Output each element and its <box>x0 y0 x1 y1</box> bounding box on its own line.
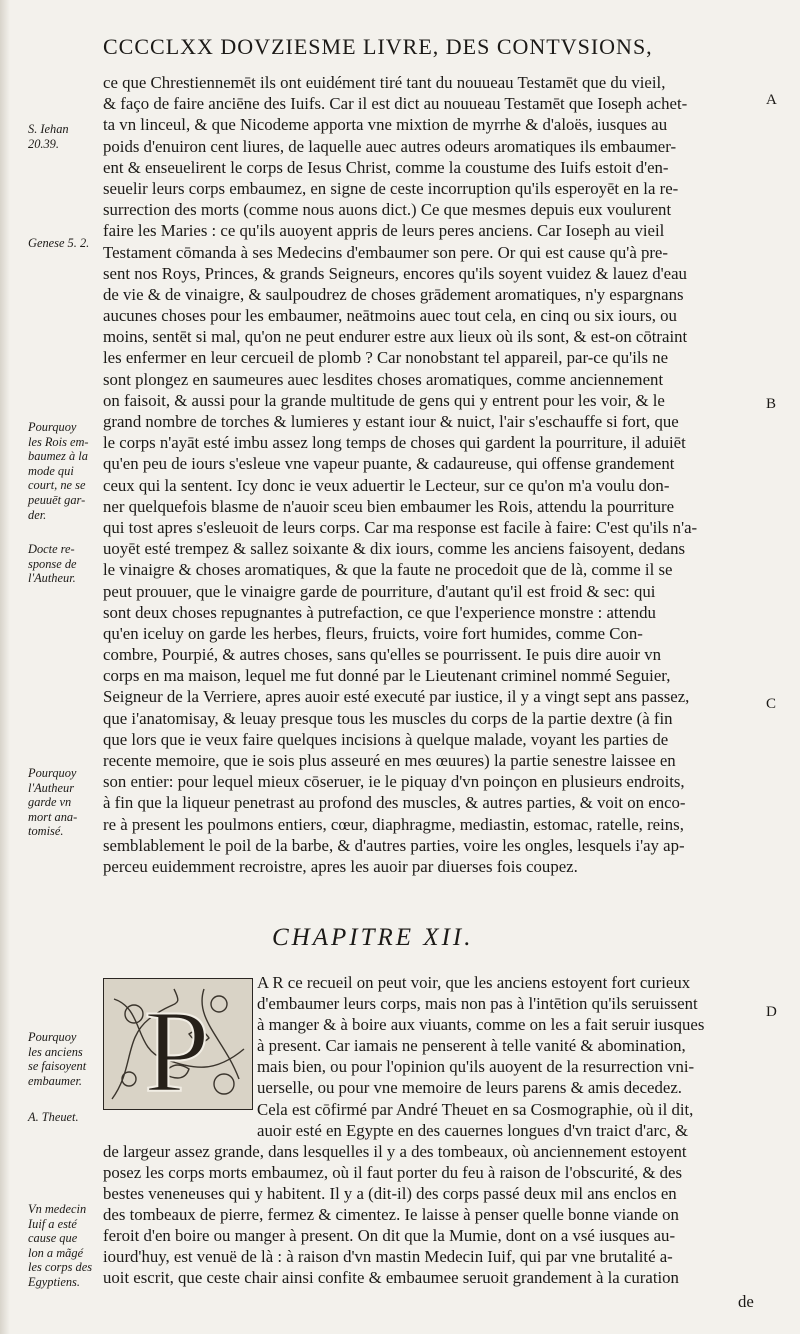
text-line: aucunes choses pour les embaumer, neātmoins auec tout cela, en cinq ou six iours, ou <box>103 306 677 326</box>
margin-note-line: l'Autheur <box>28 780 75 795</box>
margin-note <box>28 236 100 251</box>
margin-note-line: A. Theuet. <box>28 1110 79 1124</box>
text-line: ner quelquefois blasme de n'auoir sceu bien embaumer les Rois, attendu la pourriture <box>103 496 675 516</box>
margin-note-line: Egyptiens. <box>28 1274 80 1289</box>
margin-note-line: 20.39. <box>28 136 59 151</box>
text-line: re à present les poulmons entiers, cœur, diaphragme, mediastin, estomac, ratelle, reins, <box>103 814 684 834</box>
margin-note-line: l'Autheur. <box>28 571 76 586</box>
text-line: semblablement le poil de la barbe, & d'autres parties, voire les ongles, lesquels i'ay ap- <box>103 835 685 855</box>
text-line: faire les Maries : ce qu'ils auoyent appris de leurs peres anciens. Car Ioseph au vieil <box>103 221 665 241</box>
text-line: on faisoit, & aussi pour la grande multitude de gens qui y entrent pour les voir, & le <box>103 390 665 410</box>
margin-note-line: Docte re- <box>28 542 75 556</box>
text-line: ce que Chrestiennemēt ils ont euidément tiré tant du nouueau Testamēt que du vieil, <box>103 73 666 92</box>
section-letter: A <box>766 92 777 108</box>
margin-note <box>28 420 100 522</box>
text-line: sent nos Roys, Princes, & grands Seigneurs, encores qu'ils soyent vuidez & lauez d'eau <box>103 263 687 283</box>
text-line: que lors que ie veux faire quelques incisions à quelque malade, voyant les parties de <box>103 729 669 749</box>
margin-note-line: der. <box>28 507 47 522</box>
body-text <box>103 72 765 877</box>
margin-note-line: S. Iehan <box>28 122 69 136</box>
text-line: à present. Car iamais ne penserent à telle vanité & abomination, <box>257 1036 686 1056</box>
margin-note-line: les Rois em- <box>28 434 89 449</box>
text-line: le corps n'ayāt esté imbu assez long temps de choses qui gardent la pourriture, il aduiēt <box>103 433 686 453</box>
text-line: des tombeaux de pierre, fermez & cimentez. Ie laisse à penser quelle bonne viande on <box>103 1205 679 1225</box>
text-line: corps en ma maison, lequel me fut donné par le Lieutenant criminel nommé Seguier, <box>103 666 671 686</box>
margin-note <box>28 542 100 586</box>
margin-note-line: garde vn <box>28 795 72 810</box>
text-line: que i'anatomisay, & leuay presque tous les muscles du corps de la partie dextre (à fin <box>103 708 673 728</box>
margin-note-line: Genese 5. 2. <box>28 236 90 250</box>
text-line: feroit d'en boire ou manger à present. On dit que la Mumie, dont on a vsé iusques au- <box>103 1226 676 1246</box>
margin-note-line: Pourquoy <box>28 1030 77 1044</box>
margin-note-line: Iuif a esté <box>28 1216 77 1231</box>
text-line: qu'en peu de iours s'esleue vne vapeur puante, & cadaureuse, qui offense grandement <box>103 454 675 474</box>
text-line: qui tost apres s'esleuoit de leurs corps. Car ma response est facile à faire: C'est qu'ils n'a- <box>103 517 698 537</box>
margin-note-line: se faisoyent <box>28 1059 87 1074</box>
margin-note <box>28 1110 100 1125</box>
chapter-title: CHAPITRE XII. <box>272 924 474 951</box>
margin-note-line: mort ana- <box>28 809 78 824</box>
margin-note-line: les anciens <box>28 1044 83 1059</box>
section-letter: D <box>766 1004 777 1020</box>
text-line: bestes veneneuses qui y habitent. Il y a (dit-il) des corps passé deux mil ans enclos en <box>103 1183 677 1203</box>
text-line: iourd'huy, est venuë de là : à raison d'vn mastin Medecin Iuif, qui par vne brutalité a- <box>103 1247 673 1267</box>
catchword: de <box>738 1292 754 1311</box>
margin-note-line: les corps des <box>28 1260 93 1275</box>
text-line: sont plongez en saumeures auec lesdites choses aromatiques, comme anciennement <box>103 369 664 389</box>
margin-note <box>28 1030 100 1088</box>
text-line: A R ce recueil on peut voir, que les anciens estoyent fort curieux <box>257 973 691 992</box>
text-line: ent & enseuelirent le corps de Iesus Christ, comme la coustume des Iuifs estoit d'en- <box>103 157 669 177</box>
text-line: seuelir leurs corps embaumez, en signe de ceste incorruption qu'ils esperoyēt en la re- <box>103 178 679 198</box>
text-line: perceu euidemment recroistre, apres les auoir par diuerses fois coupez. <box>103 856 578 876</box>
text-line: Testament cōmanda à ses Medecins d'embaumer son pere. Or qui est cause qu'à pre- <box>103 242 668 262</box>
running-head: CCCCLXX DOVZIESME LIVRE, DES CONTVSIONS, <box>103 34 653 59</box>
margin-note <box>28 122 100 151</box>
text-line: de largeur assez grande, dans lesquelles il y a des tombeaux, où anciennement estoyent <box>103 1141 687 1161</box>
text-line: uoit escrit, que ceste chair ainsi confite & embaumee seruoit grandement à la curation <box>103 1268 679 1288</box>
dropcap-letter: P <box>144 986 210 1109</box>
text-line: mais bien, ou pour l'opinion qu'ils auoyent de la resurrection vni- <box>257 1057 695 1077</box>
text-line: poids d'enuiron cent liures, de laquelle auec autres odeurs aromatiques ils embaumer- <box>103 136 677 156</box>
margin-note-line: cause que <box>28 1231 78 1246</box>
margin-note-line: Vn medecin <box>28 1202 87 1216</box>
text-line: uerselle, ou pour vne memoire de leurs parens & amis decedez. <box>257 1078 682 1098</box>
margin-note-line: court, ne se <box>28 478 86 493</box>
text-line: à fin que la liqueur penetrast au profond des muscles, & autres parties, & voit on enco- <box>103 793 686 813</box>
margin-note <box>28 1202 100 1290</box>
text-line: le vinaigre & choses aromatiques, & que la faute ne procedoit que de là, comme il se <box>103 560 673 580</box>
text-line: qu'en iceluy on garde les herbes, fleurs, fruicts, voire fort humides, comme Con- <box>103 623 643 643</box>
chapter-text <box>103 972 765 1288</box>
page-edge <box>0 0 10 1334</box>
margin-note-line: Pourquoy <box>28 766 77 780</box>
section-letter: C <box>766 696 777 712</box>
text-line: Seigneur de la Verriere, apres auoir esté executé par iustice, il y a vingt sept ans passez, <box>103 687 690 707</box>
text-line: à manger & à boire aux viuants, comme on les a fait seruir iusques <box>257 1015 705 1035</box>
text-line: uoyēt esté trempez & sallez soixante & dix iours, comme les anciens faisoyent, dedans <box>103 539 686 559</box>
text-line: ceux qui la sentent. Icy donc ie veux aduertir le Lecteur, sur ce qu'on m'a voulu don- <box>103 475 670 495</box>
text-line: d'embaumer leurs corps, mais non pas à l'intētion qu'ils seruissent <box>257 994 698 1014</box>
text-line: les enfermer en leur cercueil de plomb ? Car nonobstant tel appareil, par-ce qu'ils ne <box>103 348 669 368</box>
text-line: ta vn linceul, & que Nicodeme apporta vne mixtion de myrrhe & d'aloës, iusques au <box>103 115 668 135</box>
text-line: auoir esté en Egypte en des cauernes longues d'vn traict d'arc, & <box>257 1120 689 1140</box>
margin-note-line: baumez à la <box>28 449 88 464</box>
section-letter: B <box>766 396 777 412</box>
text-line: Cela est cōfirmé par André Theuet en sa Cosmographie, où il dit, <box>257 1099 694 1119</box>
text-line: recente memoire, que ie sois plus asseuré en mes œuures) la partie senestre laissee en <box>103 751 676 770</box>
margin-note-line: embaumer. <box>28 1073 83 1088</box>
text-line: combre, Pourpié, & autres choses, sans qu'elles se pourrissent. Ie puis dire auoir vn <box>103 645 662 665</box>
text-line: peut prouuer, que le vinaigre garde de pourriture, d'autant qu'il est froid & sec: qui <box>103 581 656 601</box>
text-line: moins, sentēt si mal, qu'on ne peut endurer estre aux lieux où ils sont, & est-on cōtraint <box>103 327 688 347</box>
text-line: surrection des morts (comme nous auons dict.) Ce que mesmes depuis eux voulurent <box>103 200 672 220</box>
margin-note-line: sponse de <box>28 556 77 571</box>
text-line: grand nombre de torches & lumieres y estant iour & nuict, l'air s'eschauffe si fort, que <box>103 412 679 431</box>
margin-note-line: tomisé. <box>28 824 64 839</box>
text-line: sont deux choses repugnantes à putrefaction, ce que l'experience monstre : attendu <box>103 602 656 622</box>
margin-note-line: Pourquoy <box>28 420 77 434</box>
text-line: posez les corps morts embaumez, où il faut porter du feu à raison de l'obscurité, & des <box>103 1162 683 1182</box>
text-line: de vie & de vinaigre, & saulpoudrez de choses grādement aromatiques, n'y espargnans <box>103 284 684 304</box>
text-line: & faço de faire anciēne des Iuifs. Car il est dict au nouueau Testamēt que Ioseph achet- <box>103 94 688 114</box>
margin-note <box>28 766 100 839</box>
text-line: son entier: pour lequel mieux cōseruer, ie le piquay d'vn poinçon en plusieurs endroits, <box>103 772 685 792</box>
margin-note-line: lon a mãgé <box>28 1245 84 1260</box>
margin-note-line: peuuēt gar- <box>28 492 86 507</box>
margin-note-line: mode qui <box>28 463 74 478</box>
